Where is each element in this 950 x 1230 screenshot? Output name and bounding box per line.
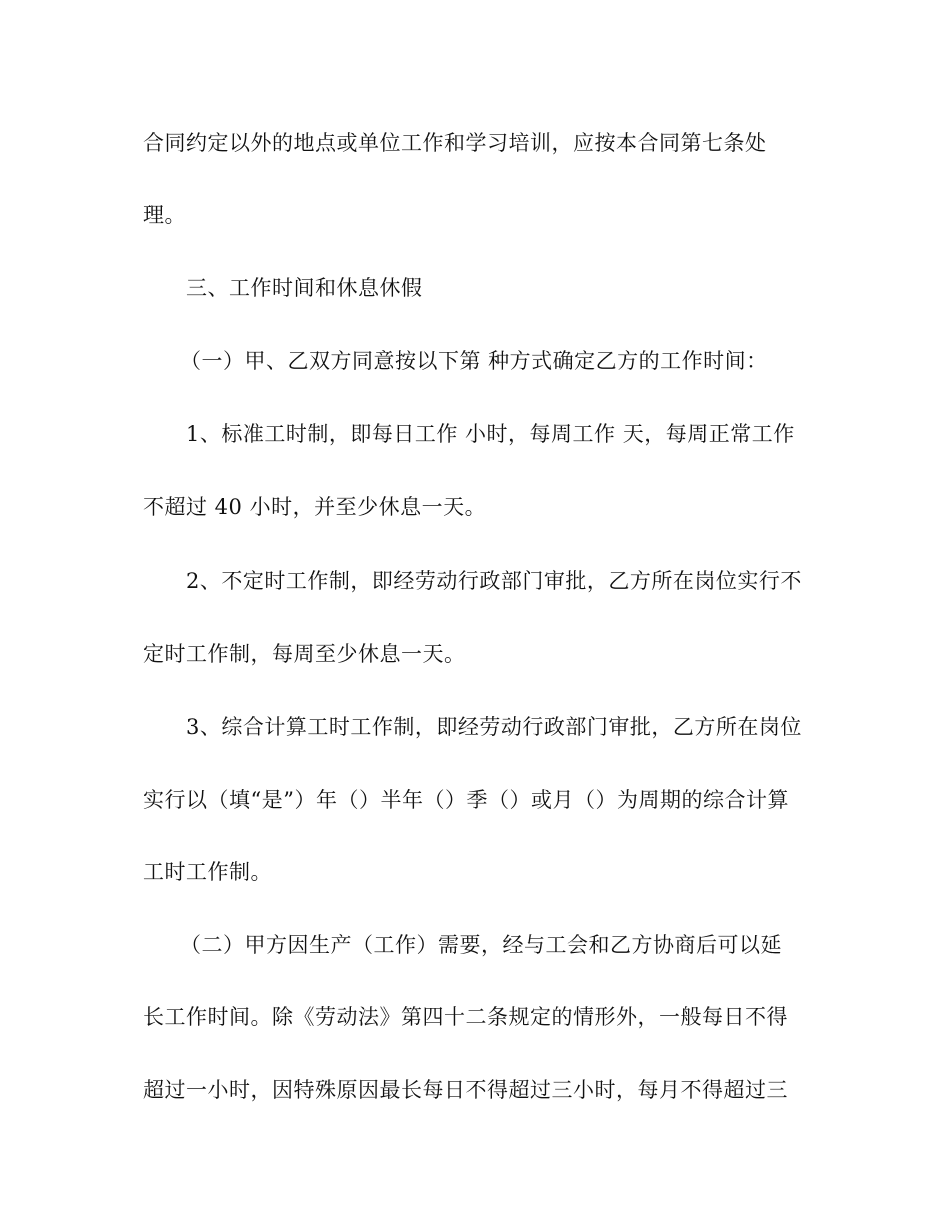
paragraph-line: （二）甲方因生产（工作）需要，经与工会和乙方协商后可以延 [180, 933, 782, 957]
paragraph-line: （一）甲、乙双方同意按以下第 种方式确定乙方的工作时间： [180, 349, 768, 373]
paragraph-line: 3、综合计算工时工作制，即经劳动行政部门审批，乙方所在岗位 [186, 715, 802, 739]
section-heading: 三、工作时间和休息休假 [186, 276, 423, 300]
paragraph-line: 实行以（填“是”）年（）半年（）季（）或月（）为周期的综合计算 [143, 788, 789, 812]
paragraph-line: 长工作时间。除《劳动法》第四十二条规定的情形外，一般每日不得 [143, 1005, 788, 1029]
paragraph-line: 超过一小时，因特殊原因最长每日不得超过三小时，每月不得超过三 [143, 1078, 788, 1102]
paragraph-line: 合同约定以外的地点或单位工作和学习培训，应按本合同第七条处 [143, 131, 767, 155]
paragraph-line: 工时工作制。 [143, 860, 272, 884]
paragraph-line: 不超过 40 小时，并至少休息一天。 [143, 495, 487, 519]
paragraph-line: 定时工作制，每周至少休息一天。 [143, 642, 466, 666]
paragraph-line: 1、标准工时制，即每日工作 小时，每周工作 天，每周正常工作 [186, 422, 795, 446]
paragraph-line: 2、不定时工作制，即经劳动行政部门审批，乙方所在岗位实行不 [186, 569, 802, 593]
paragraph-line: 理。 [143, 203, 186, 227]
